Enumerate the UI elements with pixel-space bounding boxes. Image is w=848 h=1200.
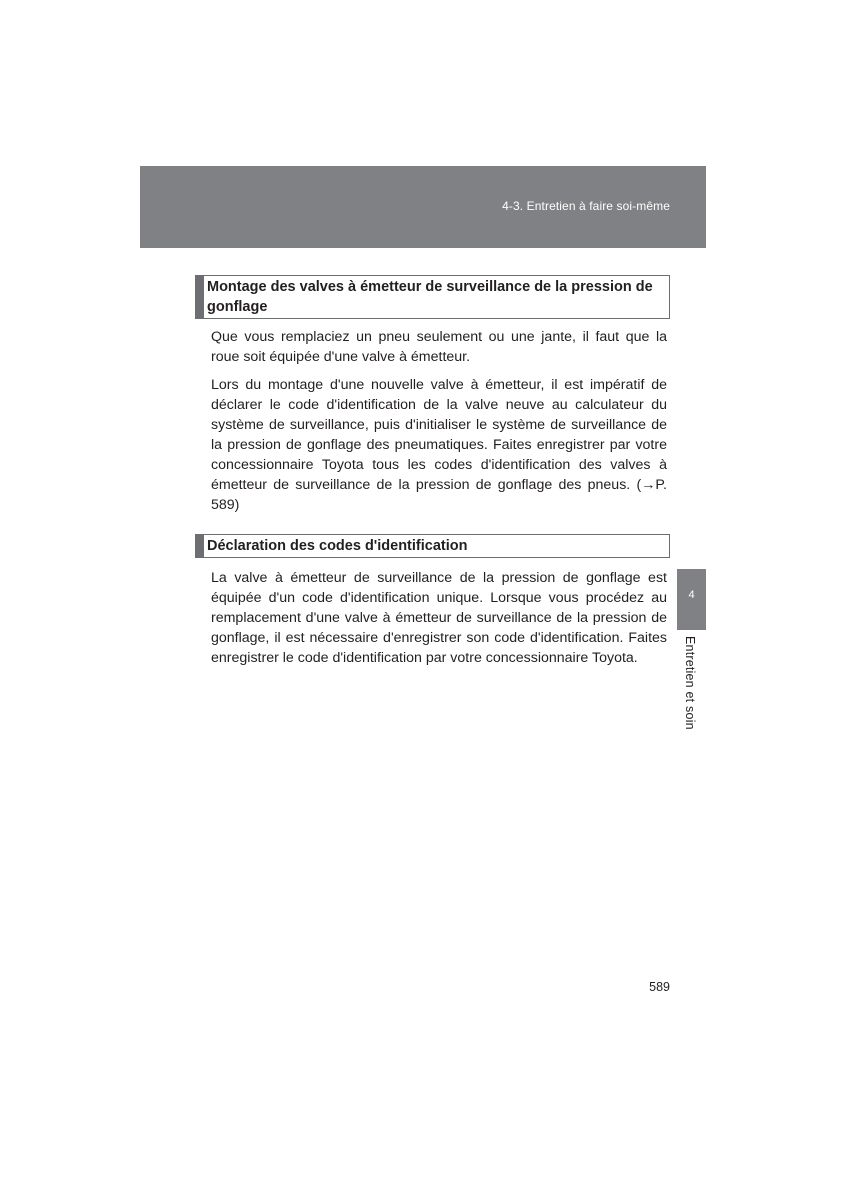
section-heading-id-code-registration: Déclaration des codes d'identification	[195, 534, 670, 558]
breadcrumb: 4-3. Entretien à faire soi-même	[502, 199, 670, 213]
section-heading-valve-mounting: Montage des valves à émetteur de surveillance de la pression de gonflage	[195, 275, 670, 319]
chapter-side-tab	[677, 569, 706, 630]
paragraph: Que vous remplaciez un pneu seulement ou une jante, il faut que la roue soit équipée d'une valve à émetteur.	[211, 329, 667, 365]
paragraph: Lors du montage d'une nouvelle valve à émetteur, il est impératif de déclarer le code d'identification de la valve neuve au calculateur du système de surveillance, puis d'initialiser le système de surveillance de la pression de gonflage des pneumatiques. Faites enregistrer par votre concessionnaire Toyota tous les codes d'identification des valves à émetteur de surveillance de la pression de gonflage des pneus. (→P. 589)	[211, 377, 667, 513]
paragraph: La valve à émetteur de surveillance de la pression de gonflage est équipée d'un code d'identification unique. Lorsque vous procédez au remplacement d'une valve à émetteur de surveillance de la pression de gonflage, il est nécessaire d'enregistrer son code d'identification. Faites enregistrer le code d'identification par votre concessionnaire Toyota.	[211, 570, 667, 666]
chapter-side-label: Entretien et soin	[683, 636, 697, 730]
page-number: 589	[649, 980, 670, 994]
chapter-header-band	[140, 166, 706, 248]
chapter-number: 4	[688, 589, 695, 601]
